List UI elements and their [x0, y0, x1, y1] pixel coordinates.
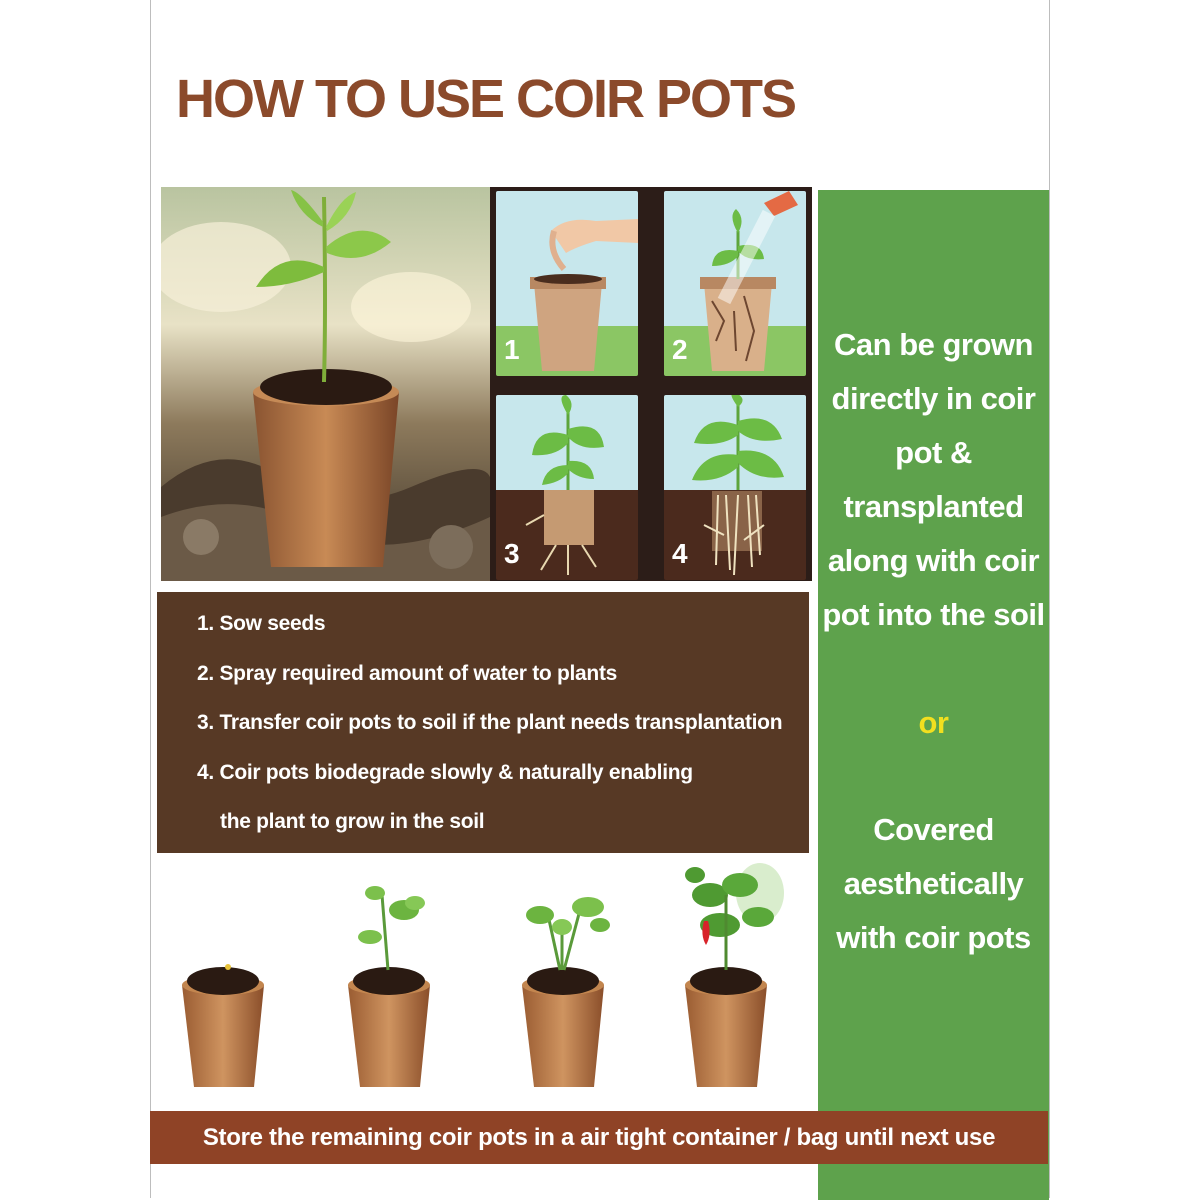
- or-label: or: [918, 705, 949, 740]
- step-number: 4: [672, 538, 688, 569]
- growth-stages-image: [160, 855, 810, 1105]
- side-text-line: with coir pots: [836, 920, 1031, 955]
- side-text-line: Can be grown: [834, 327, 1033, 362]
- instruction-item: the plant to grow in the soil: [220, 810, 485, 833]
- instruction-item: 4. Coir pots biodegrade slowly & naturally enabling: [197, 761, 693, 784]
- coir-pot-stage-2: [348, 886, 430, 1087]
- step-panel-2: [664, 191, 806, 376]
- side-text-line: pot &: [895, 435, 972, 470]
- step-number: 2: [672, 334, 688, 365]
- side-text-line: Covered: [873, 812, 994, 847]
- step-panel-4: [664, 395, 806, 580]
- side-text-line: directly in coir: [831, 381, 1036, 416]
- steps-diagram: [490, 187, 812, 581]
- instructions-box: [157, 592, 809, 853]
- instruction-item: 1. Sow seeds: [197, 612, 326, 635]
- coir-pot-stage-3: [522, 897, 610, 1087]
- instruction-item: 3. Transfer coir pots to soil if the plant needs transplantation: [197, 711, 783, 734]
- side-text-line: transplanted: [843, 489, 1024, 524]
- step-panel-1: [496, 191, 638, 376]
- side-panel: [818, 190, 1049, 1200]
- side-text-line: along with coir: [827, 543, 1040, 578]
- coir-pot-stage-1: [182, 964, 264, 1087]
- step-panel-3: [496, 395, 638, 580]
- page-title: HOW TO USE COIR POTS: [176, 69, 796, 129]
- side-text-line: pot into the soil: [822, 597, 1045, 632]
- seedling-photo: [161, 187, 490, 581]
- side-text-line: aesthetically: [843, 866, 1024, 901]
- instruction-item: 2. Spray required amount of water to plants: [197, 662, 618, 685]
- coir-pot-stage-4: [685, 863, 784, 1087]
- step-number: 3: [504, 538, 520, 569]
- storage-note: Store the remaining coir pots in a air tight container / bag until next use: [150, 1111, 1048, 1164]
- step-number: 1: [504, 334, 520, 365]
